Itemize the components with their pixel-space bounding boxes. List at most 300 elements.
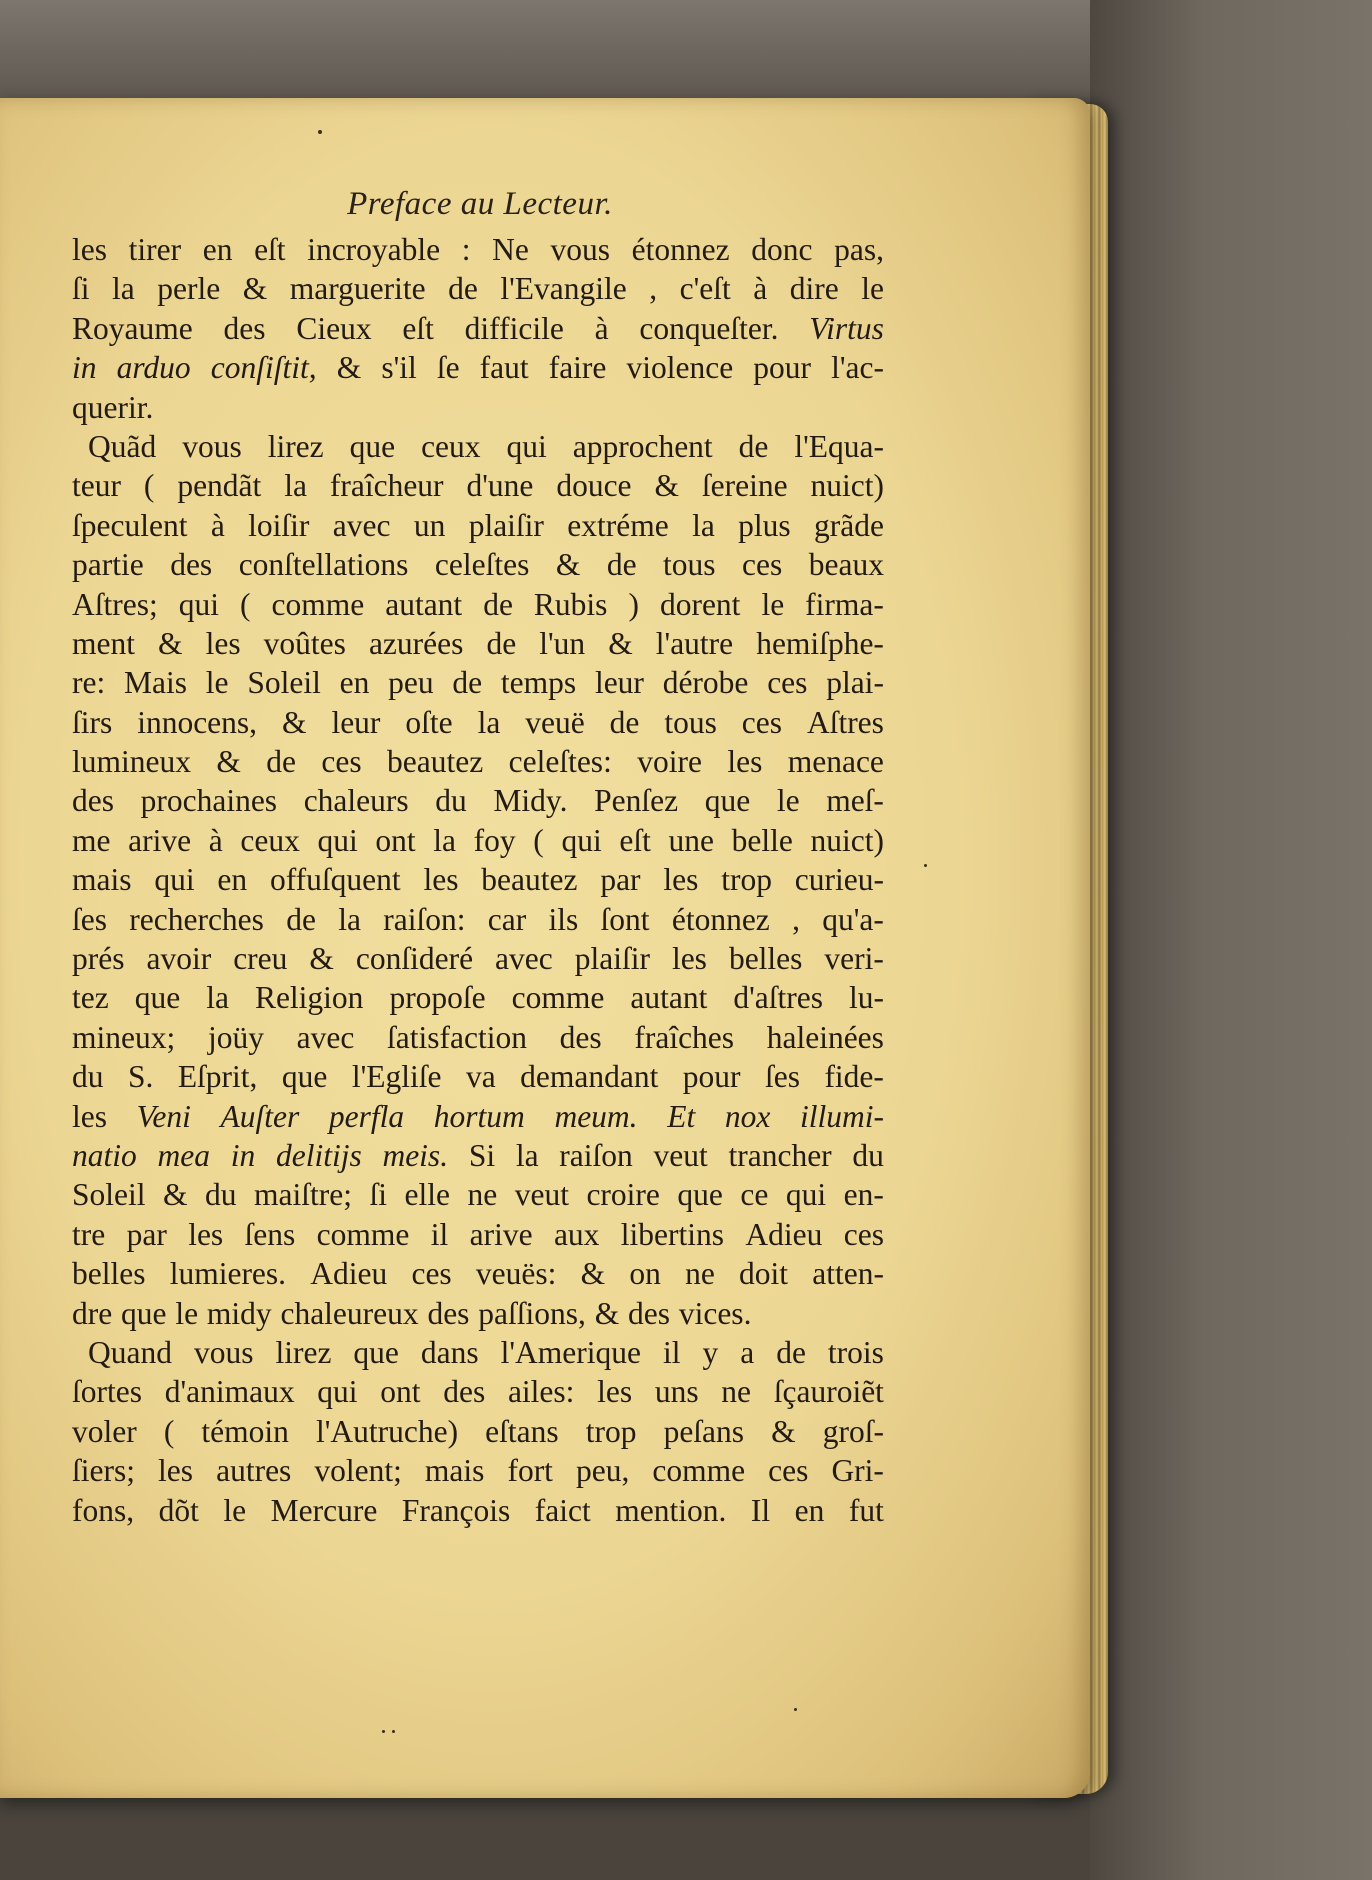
text-word: de [266,744,297,780]
text-word: comme [652,1453,746,1489]
text-word: qui [317,822,358,858]
text-word: François [401,1492,511,1528]
text-word: ſi [72,271,90,307]
text-word: leur [331,704,381,740]
text-word: , [792,901,800,937]
text-word: des [427,1295,470,1331]
text-word: les [663,862,699,898]
text-line [72,466,884,505]
text-word: donc [751,232,813,267]
text-word: ) [628,586,639,622]
text-word: Si [468,1137,496,1173]
text-word: avoir [146,941,212,977]
text-word: que [353,1334,399,1370]
text-word: vous [193,1334,254,1370]
ink-speck [392,1730,395,1733]
text-word: arduo [116,350,191,386]
text-word: témoin [201,1413,289,1449]
text-word: belles [728,941,803,977]
text-word: illumi- [799,1098,884,1134]
text-word: va [465,1059,496,1095]
text-word: des [170,547,213,583]
text-word: re: [72,665,106,701]
text-word: firma- [805,586,884,622]
text-word: des [443,1374,486,1410]
text-line [72,1254,884,1293]
text-word: raiſon [559,1137,633,1173]
text-word: dire [789,271,839,307]
text-line [72,900,884,939]
text-word: ne [721,1374,752,1410]
text-word: en [217,862,248,898]
text-word: y [702,1334,719,1370]
text-word: Soleil [247,665,321,701]
text-word: & [555,547,581,583]
text-word: : [461,232,471,267]
text-word: à [210,507,225,543]
text-word: des [628,1295,671,1331]
text-word: perfla [328,1098,405,1134]
text-word: dans [420,1334,479,1370]
text-word: querir. [72,389,154,425]
text-word: mention. [615,1492,727,1528]
text-word: beautez [481,862,578,898]
text-word: teur [72,468,121,504]
text-word: le [761,586,785,622]
text-word: du [852,1137,884,1173]
text-word: étonnez [631,232,730,267]
text-line [72,506,884,545]
text-word: libertins [620,1216,725,1252]
text-word: in [72,350,97,386]
text-word: tre [72,1216,106,1252]
text-word: fide- [824,1059,884,1095]
text-line [72,1136,884,1175]
text-word: comme [511,980,605,1016]
text-word: plus [738,507,791,543]
text-word: comme [271,586,365,622]
text-word: foy [473,822,516,858]
text-word: qui [178,586,219,622]
text-word: & [163,1177,188,1213]
text-word: peu [388,665,434,701]
text-word: recherches [129,901,264,937]
text-word: eſt [402,310,434,346]
text-line [72,427,884,466]
ink-speck [924,864,927,867]
text-word: ces [321,744,362,780]
text-word: voûtes [263,625,346,661]
text-word: meis. [382,1137,449,1173]
text-word: delitijs [275,1137,362,1173]
text-word: des [72,783,114,819]
text-word: Quand [88,1334,172,1370]
text-word: faict [534,1492,591,1528]
text-word: que [121,1295,167,1331]
text-word: & [309,941,334,977]
text-word: chaleureux [280,1295,419,1331]
text-word: beautez [387,744,484,780]
text-word: Cieux [296,310,372,346]
text-word: l'Equa- [794,428,884,464]
text-word: les [727,744,763,780]
text-word: Eſprit, [177,1059,258,1095]
text-word: , [649,271,658,307]
text-word: l'Autruche) [315,1413,459,1449]
text-word: d'une [466,468,534,504]
text-word: fut [848,1492,884,1528]
text-word: volent; [314,1453,402,1489]
text-word: celeſtes: [508,744,612,780]
text-word: Adieu [745,1216,823,1252]
text-word: violence [626,350,734,386]
text-word: à [753,271,768,307]
text-word: in [230,1137,256,1173]
text-word: Il [750,1492,771,1528]
text-word: ( [163,1413,175,1449]
text-word: la [515,1137,539,1173]
text-word: autant [630,980,708,1016]
text-word: pour [753,350,812,386]
text-word: que [349,428,396,464]
text-word: hortum [433,1098,525,1134]
text-word: Quãd [88,428,157,464]
text-word: lumineux [72,744,191,780]
text-line [72,1175,884,1214]
text-word: on [629,1256,661,1292]
text-word: mea [157,1137,210,1173]
body-text [72,230,884,1530]
text-word: Rubis [533,586,608,622]
text-word: ſortes [72,1374,142,1410]
text-word: les [72,1098,107,1134]
text-word: les [188,1216,224,1252]
text-word: des [559,1019,602,1055]
text-word: oſte [405,704,453,740]
text-word: lirez [275,1334,332,1370]
text-line [72,939,884,978]
text-word: lumieres. [169,1256,287,1292]
text-word: a [740,1334,755,1370]
text-word: grãde [814,507,884,543]
text-line [72,1372,884,1411]
text-word: l'Evangile [500,271,627,307]
text-word: Aſtres; [72,586,158,622]
text-word: les [205,625,241,661]
text-word: des [223,310,266,346]
text-word: ſereine [701,468,788,504]
text-word: la [206,980,229,1016]
text-word: la [338,901,361,937]
text-word: trancher [728,1137,832,1173]
text-word: faut [479,350,529,386]
running-head: Preface au Lecteur. [347,186,613,222]
text-word: Auſter [220,1098,300,1134]
text-line [72,230,884,269]
text-word: prochaines [140,783,278,819]
text-word: en- [843,1177,884,1213]
text-line [72,1215,884,1254]
text-word: ces [741,704,782,740]
text-word: vous [550,232,611,267]
text-word: & [216,744,241,780]
text-word: chaleurs [303,783,409,819]
text-word: autres [216,1453,292,1489]
text-word: beaux [808,547,884,583]
text-word: de [738,428,769,464]
text-word: doit [739,1256,789,1292]
text-word: offuſquent [269,862,401,898]
text-word: Royaume [72,310,193,346]
text-word: de [609,704,640,740]
text-word: ( [143,468,155,504]
text-word: ces [768,1453,809,1489]
text-word: ceux [240,822,300,858]
text-word: raiſon: [383,901,466,937]
text-word: conſiſtit, [210,350,317,386]
text-word: à [594,310,609,346]
text-word: ſçauroiẽt [773,1374,884,1410]
text-word: qui [506,428,547,464]
text-word: Virtus [809,310,884,346]
text-word: étonnez [671,901,770,937]
ink-speck [318,130,322,134]
text-word: Mercure [270,1492,378,1528]
text-word: ont [375,822,416,858]
text-word: Adieu [310,1256,388,1292]
text-word: paſſions, [478,1295,586,1331]
text-word: les [671,941,707,977]
text-word: le [861,271,884,307]
text-word: conſtellations [238,547,409,583]
text-word: demandant [520,1059,659,1095]
text-word: tous [664,704,717,740]
text-line [72,703,884,742]
text-word: avec [332,507,391,543]
text-word: uns [654,1374,699,1410]
text-word: de [486,625,517,661]
text-word: vous [182,428,242,464]
text-line [72,1057,884,1096]
text-word: & [282,704,307,740]
text-word: ne [467,1177,498,1213]
text-line [72,742,884,781]
text-word: plaiſir [574,941,650,977]
text-word: ce [740,1177,769,1213]
text-word: mineux; [72,1019,176,1055]
text-word: propoſe [389,980,486,1016]
text-word: & [594,1295,620,1331]
text-word: avec [495,941,553,977]
text-word: ſirs [72,704,113,740]
text-word: à [208,822,223,858]
text-word: qu'a- [822,901,884,937]
text-word: autant [385,586,463,622]
text-word: groſ- [822,1413,884,1449]
text-word: car [487,901,527,937]
text-word: ils [548,901,579,937]
text-line [72,1294,884,1333]
text-word: l'autre [655,625,734,661]
text-word: vices. [678,1295,752,1331]
text-word: & [654,468,679,504]
text-word: joüy [207,1019,264,1055]
text-word: en [794,1492,825,1528]
text-word: atten- [812,1256,884,1292]
text-word: qui [317,1374,358,1410]
text-word: ſiers; [72,1453,135,1489]
text-word: ſens [244,1216,296,1252]
text-word: ( [240,586,251,622]
text-word: veuës: [475,1256,557,1292]
text-line [72,348,884,387]
text-word: les [597,1374,633,1410]
text-word: azurées [368,625,464,661]
text-word: Veni [136,1098,191,1134]
text-line [72,821,884,860]
text-word: l'un [539,625,586,661]
text-word: Penſez [594,783,679,819]
text-word: la [477,704,501,740]
text-word: ment [72,625,135,661]
text-word: que [134,980,181,1016]
text-word: leur [594,665,644,701]
text-word: eſtans [485,1413,559,1449]
text-line [72,978,884,1017]
text-word: l'Egliſe [351,1059,442,1095]
text-word: hemiſphe- [756,625,884,661]
text-word: Ne [492,232,529,267]
text-word: & [336,350,362,386]
text-word: le [205,665,229,701]
text-word: & [580,1256,606,1292]
text-word: eſt [254,232,286,267]
text-word: prés [72,941,125,977]
text-word: nox [724,1098,771,1134]
text-word: dérobe [662,665,749,701]
text-word: Midy. [493,783,568,819]
text-line [72,388,884,427]
text-word: veut [514,1177,569,1213]
text-line [72,624,884,663]
text-line [72,1018,884,1057]
text-word: fort [507,1453,553,1489]
text-word: & [158,625,183,661]
text-word: midy [206,1295,272,1331]
text-word: que [281,1059,328,1095]
text-word: maiſtre; [254,1177,352,1213]
scan-background-right [1090,0,1372,1880]
text-word: s'il [381,350,417,386]
text-word: veut [653,1137,708,1173]
text-word: ces [843,1216,884,1252]
text-word: meſ- [826,783,884,819]
text-word: marguerite [289,271,426,307]
text-word: ne [685,1256,715,1292]
text-word: nuict) [810,468,884,504]
text-word: un [413,507,446,543]
text-word: il [430,1216,449,1252]
text-word: natio [72,1137,137,1173]
text-word: Et [667,1098,696,1134]
text-word: en [339,665,370,701]
text-word: mais [72,862,132,898]
text-line [72,781,884,820]
text-word: le [223,1492,247,1528]
book-page [0,98,1090,1798]
text-line [72,1451,884,1490]
text-word: & [242,271,268,307]
text-line [72,585,884,624]
text-word: la [112,271,135,307]
text-word: de [606,547,637,583]
text-word: belle [731,822,793,858]
text-word: elle [404,1177,450,1213]
text-word: creu [233,941,288,977]
text-word: arive [128,822,192,858]
text-word: perle [157,271,221,307]
text-line [72,545,884,584]
text-word: ſatisfaction [387,1019,527,1055]
text-word: les [72,232,107,267]
text-line [72,309,884,348]
text-word: fons, [72,1492,135,1528]
text-word: pendãt [177,468,262,504]
text-word: menace [787,744,884,780]
text-word: par [600,862,641,898]
text-word: ( [533,822,544,858]
text-word: lirez [267,428,324,464]
text-word: plaiſir [468,507,544,543]
text-word: d'aſtres [733,980,823,1016]
text-word: voler [72,1413,137,1449]
text-word: conqueſter. [639,310,779,346]
ink-speck [794,1708,797,1711]
text-word: ces [411,1256,452,1292]
text-word: aux [553,1216,600,1252]
text-word: comme [316,1216,410,1252]
text-line [72,1097,884,1136]
text-word: de [776,1334,806,1370]
text-word: croire [586,1177,660,1213]
text-word: trop [585,1413,637,1449]
text-word: tez [72,980,109,1016]
text-word: incroyable [307,232,441,267]
text-word: voire [637,744,702,780]
text-word: dõt [158,1492,199,1528]
text-word: Mais [124,665,188,701]
text-word: trois [827,1334,884,1370]
text-word: pas, [834,232,884,267]
text-word: avec [296,1019,355,1055]
text-line [72,1412,884,1451]
text-word: veri- [824,941,884,977]
text-word: de [286,901,316,937]
ink-speck [382,1730,385,1733]
text-word: le [776,783,800,819]
text-word: peu, [575,1453,630,1489]
text-word: Aſtres [806,704,884,740]
text-word: temps [500,665,577,701]
text-word: de [448,271,478,307]
text-word: douce [556,468,632,504]
text-word: ont [380,1374,421,1410]
text-word: ſe [436,350,460,386]
text-word: conſideré [355,941,474,977]
text-word: & [608,625,633,661]
text-line [72,663,884,702]
text-word: qui [785,1177,827,1213]
